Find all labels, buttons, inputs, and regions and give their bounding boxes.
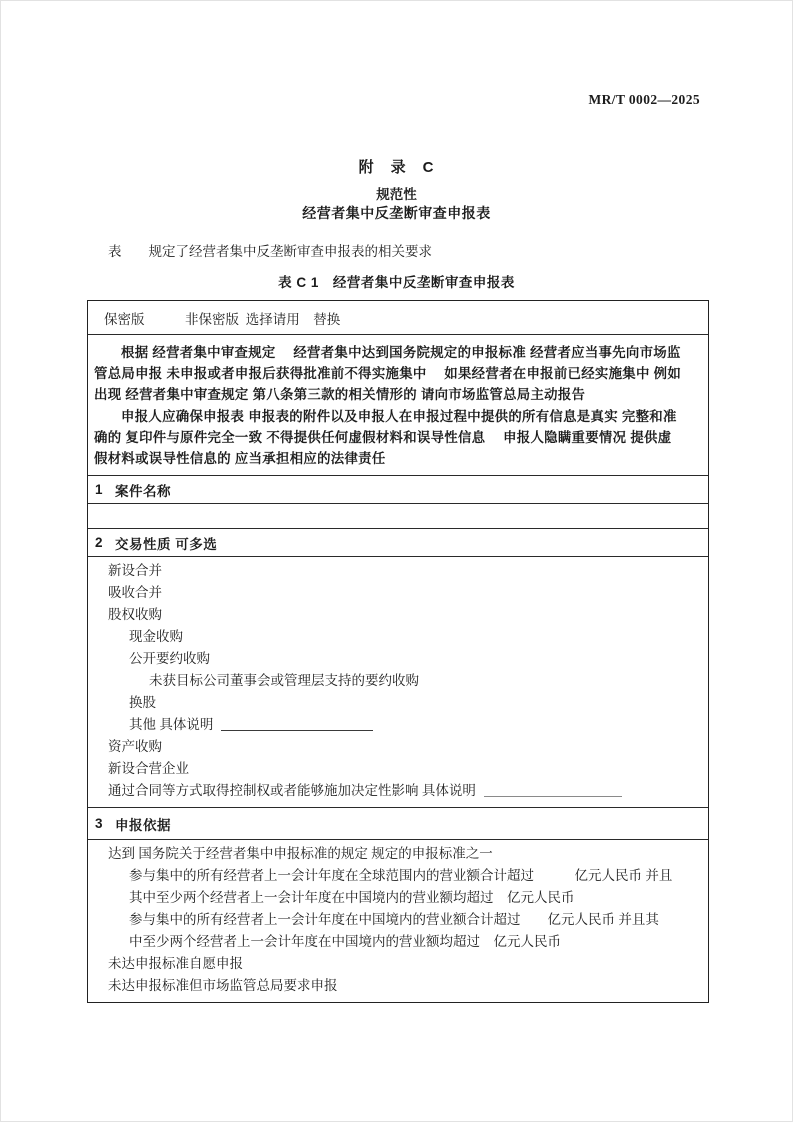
- line-text: 未达申报标准自愿申报: [108, 955, 243, 971]
- filing-basis-option: [88, 975, 700, 997]
- section-number: 2: [95, 535, 104, 551]
- line-text: 其他 具体说明: [129, 717, 214, 733]
- fill-in-blank-line: [221, 718, 373, 731]
- normative-note: 规范性: [376, 187, 417, 202]
- line-text: 根据 经营者集中审查规定 经营者集中达到国务院规定的申报标准 经营者应当事先向市场监: [121, 345, 681, 360]
- transaction-type-option: [88, 626, 700, 648]
- transaction-type-option: [88, 714, 700, 736]
- transaction-type-option: [88, 780, 700, 802]
- transaction-type-option: [88, 560, 700, 582]
- transaction-type-option: [88, 604, 700, 626]
- filing-basis-option: [88, 843, 700, 865]
- section-title: 案件名称: [115, 483, 172, 499]
- line-text: 假材料或误导性信息的 应当承担相应的法律责任: [94, 451, 386, 467]
- filing-basis-option: [88, 865, 700, 887]
- line-text: 确的 复印件与原件完全一致 不得提供任何虚假材料和误导性信息 申报人隐瞒重要情况 提供虚: [94, 429, 672, 445]
- table-intro-sentence: 表 规定了经营者集中反垄断审查申报表的相关要求: [108, 244, 432, 259]
- appendix-label: 附 录 C: [358, 159, 435, 176]
- notice-line: [94, 342, 701, 363]
- transaction-type-option: [88, 648, 700, 670]
- section-3-header: [88, 807, 708, 839]
- filing-basis-option: [88, 887, 700, 909]
- filing-notice: [88, 334, 708, 475]
- line-text: 新设合并: [108, 563, 162, 579]
- line-text: 参与集中的所有经营者上一会计年度在全球范围内的营业额合计超过 亿元人民币 并且: [129, 868, 673, 884]
- line-text: 新设合营企业: [108, 761, 189, 777]
- filing-basis-option: [88, 953, 700, 975]
- line-text: 资产收购: [108, 739, 162, 755]
- line-text: 换股: [129, 695, 156, 711]
- transaction-type-options: [88, 556, 708, 807]
- notice-line: [94, 427, 701, 448]
- notice-line: [94, 406, 701, 427]
- section-title: 交易性质 可多选: [115, 536, 218, 552]
- standard-code: MR/T 0002—2025: [588, 92, 700, 107]
- section-1-header: [88, 475, 708, 503]
- transaction-type-option: [88, 692, 700, 714]
- section-number: 1: [95, 482, 104, 498]
- line-text: 管总局申报 未申报或者申报后获得批准前不得实施集中 如果经营者在申报前已经实施集中 例如: [94, 366, 682, 382]
- appendix-title: 经营者集中反垄断审查申报表: [302, 205, 491, 221]
- transaction-type-option: [88, 582, 700, 604]
- notice-line: [94, 448, 701, 469]
- line-text: 公开要约收购: [129, 651, 210, 667]
- fill-in-blank-line: [484, 784, 622, 797]
- line-text: 通过合同等方式取得控制权或者能够施加决定性影响 具体说明: [108, 783, 476, 799]
- section-title: 申报依据: [115, 817, 172, 833]
- section-2-header: [88, 528, 708, 556]
- table-caption: 表 C 1 经营者集中反垄断审查申报表: [278, 275, 515, 290]
- filing-basis-option: [88, 931, 700, 953]
- case-name-answer-area: [88, 503, 708, 528]
- line-text: 中至少两个经营者上一会计年度在中国境内的营业额均超过 亿元人民币: [129, 933, 561, 949]
- transaction-type-option: [88, 736, 700, 758]
- notice-line: [94, 363, 701, 384]
- line-text: 申报人应确保申报表 申报表的附件以及申报人在申报过程中提供的所有信息是真实 完整和准: [121, 408, 677, 424]
- notice-line: [94, 384, 701, 405]
- line-text: 股权收购: [108, 607, 162, 623]
- line-text: 吸收合并: [108, 585, 162, 601]
- confidential-version-row: 保密版 非保密版 选择请用 替换: [104, 311, 341, 327]
- section-number: 3: [95, 816, 104, 832]
- line-text: 其中至少两个经营者上一会计年度在中国境内的营业额均超过 亿元人民币: [129, 890, 575, 906]
- filing-basis-options: [88, 839, 708, 1001]
- line-text: 未达申报标准但市场监管总局要求申报: [108, 977, 338, 993]
- transaction-type-option: [88, 670, 700, 692]
- line-text: 参与集中的所有经营者上一会计年度在中国境内的营业额合计超过 亿元人民币 并且其: [129, 911, 659, 927]
- line-text: 达到 国务院关于经营者集中申报标准的规定 规定的申报标准之一: [108, 846, 493, 862]
- line-text: 出现 经营者集中审查规定 第八条第三款的相关情形的 请向市场监管总局主动报告: [94, 387, 586, 403]
- filing-basis-option: [88, 909, 700, 931]
- declaration-form-table: [87, 300, 709, 1003]
- line-text: 现金收购: [129, 629, 183, 645]
- line-text: 未获目标公司董事会或管理层支持的要约收购: [149, 673, 419, 689]
- transaction-type-option: [88, 758, 700, 780]
